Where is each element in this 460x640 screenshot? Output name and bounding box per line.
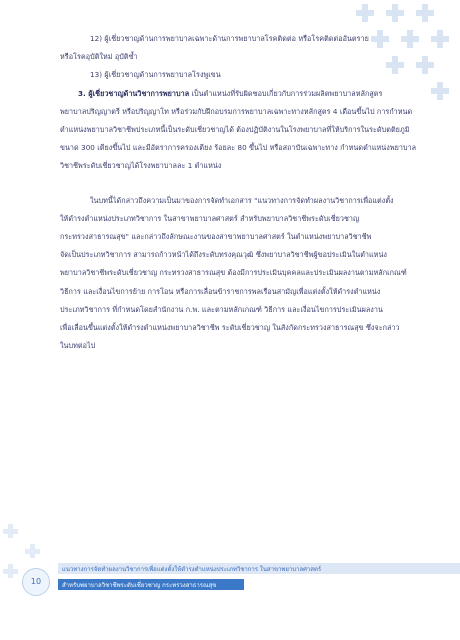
paragraph-line: ให้ดำรงตำแหน่งประเภทวิชาการ ในสาขาพยาบาลศาสตร์ สำหรับพยาบาลวิชาชีพระดับเชี่ยวชาญ (60, 213, 360, 223)
page-footer (0, 563, 460, 609)
paragraph-line: พยาบาลวิชาชีพระดับเชี่ยวชาญ กระทรวงสาธารณสุข ต้องมีการประเมินบุคคลและประเมินผลงานตามหลักเกณฑ์ (60, 268, 407, 278)
item-3-line: ตำแหน่งพยาบาลวิชาชีพประเภทนี้เป็นระดับเชี่ยวชาญได้ ต้องปฏิบัติงานในโรงพยาบาลที่ให้บริการในระดับตติยภูมิ (60, 125, 410, 135)
paragraph-line: เพื่อเลื่อนขึ้นแต่งตั้งให้ดำรงตำแหน่งพยาบาลวิชาชีพ ระดับเชี่ยวชาญ ในสังกัดกระทรวงสาธารณสุข ซึ่งจะกล่าว (60, 323, 400, 333)
paragraph-line: วิธีการ และเงื่อนไขการย้าย การโอน หรือการเลื่อนข้าราชการพลเรือนสามัญเพื่อแต่งตั้งให้ดำรงตำแหน่ง (60, 286, 381, 296)
list-item-12-cont: หรือโรคอุบัติใหม่ อุบัติซ้ำ (60, 52, 138, 62)
footer-title-line1: แนวทางการจัดทำผลงานวิชาการเพื่อแต่งตั้งให้ดำรงตำแหน่งประเภทวิชาการ ในสาขาพยาบาลศาสตร์ (62, 566, 322, 573)
item-3-line: ขนาด 300 เตียงขึ้นไป และมีอัตราการครองเตียง ร้อยละ 80 ขึ้นไป หรือสถาบันเฉพาะทาง กำหนดตำแหน่งพยาบาล (60, 143, 417, 153)
paragraph-line: ในบทต่อไป (60, 341, 96, 351)
list-item-12: 12) ผู้เชี่ยวชาญด้านการพยาบาลเฉพาะด้านการพยาบาลโรคติดต่อ หรือโรคติดต่ออันตราย (90, 34, 369, 43)
item-3-first-line (60, 85, 402, 103)
page-number: 10 (22, 568, 50, 596)
item-3-line: วิชาชีพระดับเชี่ยวชาญได้โรงพยาบาลละ 1 ตำแหน่ง (60, 161, 222, 171)
list-item-13: 13) ผู้เชี่ยวชาญด้านการพยาบาลโรงพูเขน (90, 70, 221, 80)
item-3-heading: 3. ผู้เชี่ยวชาญด้านวิชาการพยาบาล (78, 88, 190, 98)
footer-title-line2: สำหรับพยาบาลวิชาชีพระดับเชี่ยวชาญ กระทรวงสาธารณสุข (62, 582, 217, 589)
item-3-line: พยาบาลปริญญาตรี หรือปริญญาโท หรือร่วมกับฝึกอบรมการพยาบาลเฉพาะทางหลักสูตร 4 เดือนขึ้นไป การกำหนด (60, 106, 413, 116)
paragraph-line: จัดเป็นประเภทวิชาการ สามารถก้าวหน้าได้ถึงระดับทรงคุณวุฒิ ซึ่งพยาบาลวิชาชีพผู้ขอประเมินในตำแหน่ง (60, 250, 387, 260)
document-body (60, 30, 417, 355)
paragraph-line: กระทรวงสาธารณสุข" และกล่าวถึงลักษณะงานของสาขาพยาบาลศาสตร์ ในตำแหน่งพยาบาลวิชาชีพ (60, 232, 372, 242)
item-3-text: เป็นตำแหน่งที่รับผิดชอบเกี่ยวกับการร่วมผลิตพยาบาลหลักสูตร (191, 88, 383, 98)
paragraph-line: ประเภทวิชาการ ที่กำหนดโดยสำนักงาน ก.พ. และตามหลักเกณฑ์ วิธีการ และเงื่อนไขการประเมินผลงาน (60, 304, 383, 314)
paragraph-line: ในบทนี้ได้กล่าวถึงความเป็นมาของการจัดทำเอกสาร "แนวทางการจัดทำผลงานวิชาการเพื่อแต่งตั้ง (90, 195, 394, 205)
